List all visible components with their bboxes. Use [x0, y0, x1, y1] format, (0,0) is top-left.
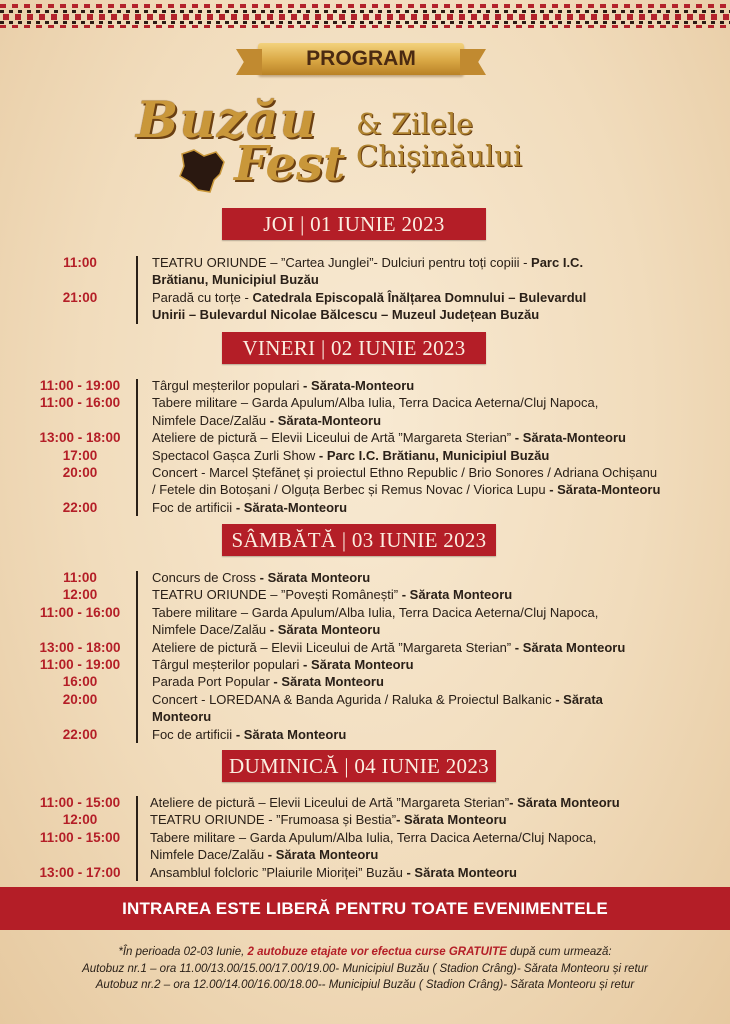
event-location: - Sărata Monteoru [303, 657, 414, 672]
event-description-line [152, 673, 384, 690]
event-description-line [150, 794, 620, 811]
buzau-county-map-icon [174, 146, 228, 196]
event-location: - Sărata Monteoru [267, 847, 379, 863]
event-description-line [152, 306, 539, 323]
event-time: 11:00 - 16:00 [39, 604, 121, 620]
event-time: 11:00 - 19:00 [39, 378, 121, 393]
event-time: 11:00 - 15:00 [39, 795, 121, 810]
event-location: - Sărata Monteoru [401, 587, 513, 603]
event-description-line [152, 656, 414, 673]
logo-zilele-line: & Zilele [356, 107, 474, 141]
event-time: 13:00 - 17:00 [39, 864, 121, 880]
event-description-line [152, 464, 657, 481]
folk-border-pattern [0, 0, 730, 30]
event-time: 12:00 [62, 587, 98, 603]
day-header [222, 332, 486, 364]
event-text: Concurs de Cross [152, 570, 260, 585]
event-location: - Parc I.C. Brătianu, Municipiul Buzău [318, 447, 550, 463]
event-description-line [152, 429, 626, 446]
event-text: Concert - LOREDANA & Banda Agurida / Raluka & Proiectul Balkanic [152, 691, 556, 707]
day-title: VINERI | 02 IUNIE 2023 [242, 336, 466, 360]
event-text: Ateliere de pictură – Elevii Liceului de Artă ”Margareta Sterian” [150, 795, 510, 810]
bus-notes [0, 944, 730, 994]
event-text: TEATRU ORIUNDE - ”Frumoasa și Bestia” [150, 812, 397, 828]
day-header [222, 524, 496, 556]
event-text: Spectacol Gașca Zurli Show [152, 447, 319, 463]
event-time: 16:00 [62, 674, 98, 690]
event-time: 20:00 [62, 465, 98, 480]
event-time: 11:00 - 16:00 [39, 395, 121, 411]
event-time: 13:00 - 18:00 [39, 639, 121, 655]
event-location: - Sărata-Monteoru [235, 499, 348, 515]
bus-1-note: Autobuz nr.1 – ora 11.00/13.00/15.00/17.00/19.00- Municipiul Buzău ( Stadion Crâng)- Sărata Monteoru și retur [82, 962, 648, 975]
event-location: - Sărata Monteoru [273, 674, 384, 690]
event-location: Catedrala Episcopală Înălțarea Domnului – Bulevardul [252, 289, 587, 305]
day-header [222, 208, 486, 240]
schedule-divider [136, 571, 138, 743]
event-description-line [152, 481, 660, 498]
event-location: - Sărata Monteoru [269, 622, 381, 638]
logo-buzau-text: Buzău [136, 90, 317, 149]
event-description-line [150, 864, 517, 881]
event-location: - Sărata [555, 691, 603, 707]
event-location: - Sărata Monteoru [509, 795, 620, 810]
event-description-line [150, 846, 378, 863]
event-text: Nimfele Dace/Zalău [152, 622, 270, 638]
bus-2-note: Autobuz nr.2 – ora 12.00/14.00/16.00/18.00-- Municipiul Buzău ( Stadion Crâng)- Sărata Monteoru și retur [95, 979, 635, 991]
event-text: Târgul meșterilor populari [152, 657, 304, 672]
event-text: Târgul meșterilor populari [152, 378, 304, 393]
logo-zilele-chisinaului [356, 108, 522, 172]
event-text: Nimfele Dace/Zalău [152, 412, 270, 428]
event-time: 11:00 - 15:00 [39, 829, 121, 845]
day-title: JOI | 01 IUNIE 2023 [263, 212, 445, 236]
event-location: - Sărata Monteoru [259, 570, 371, 585]
event-text: Paradă cu torțe - [152, 289, 253, 305]
note-prefix: *În perioada 02-03 Iunie, [118, 946, 248, 958]
event-description-line [150, 811, 507, 828]
day-title: DUMINICĂ | 04 IUNIE 2023 [229, 754, 489, 778]
event-location: - Sărata-Monteoru [269, 412, 382, 428]
event-description-line [152, 691, 603, 708]
event-description-line [152, 726, 346, 743]
event-location: Parc I.C. [531, 255, 584, 270]
event-text: Ateliere de pictură – Elevii Liceului de Artă ”Margareta Sterian” [152, 430, 515, 446]
event-location: - Sărata-Monteoru [549, 482, 661, 498]
schedule-divider [136, 256, 138, 324]
event-location: - Sărata Monteoru [406, 864, 517, 880]
event-description-line [152, 639, 625, 656]
event-text: Tabere militare – Garda Apulum/Alba Iulia, Terra Dacica Aeterna/Cluj Napoca, [152, 604, 599, 620]
event-description-line [152, 604, 598, 621]
event-text: Concert - Marcel Ștefăneț și proiectul Ethno Republic / Brio Sonores / Adriana Ochișanu [152, 465, 658, 480]
event-time: 21:00 [62, 289, 98, 305]
event-time: 11:00 [63, 255, 97, 270]
bus-note-intro [0, 944, 730, 961]
free-entry-text: INTRAREA ESTE LIBERĂ PENTRU TOATE EVENIMENTELE [122, 899, 608, 918]
schedule-divider [136, 379, 138, 516]
logo-chisinaului-line: Chișinăului [356, 139, 523, 173]
logo-fest-text: Fest [234, 136, 346, 192]
event-location: Unirii – Bulevardul Nicolae Bălcescu – Muzeul Județean Buzău [152, 307, 540, 323]
event-description-line [152, 447, 549, 464]
event-time: 13:00 - 18:00 [39, 430, 121, 446]
event-time: 22:00 [62, 726, 98, 742]
event-description-line [152, 254, 583, 271]
event-text: Nimfele Dace/Zalău [150, 847, 268, 863]
event-time: 20:00 [62, 691, 98, 707]
event-text: Foc de artificii [152, 726, 236, 742]
schedule-divider [136, 796, 138, 881]
day-header [222, 750, 496, 782]
ribbon-label: PROGRAM [306, 47, 416, 70]
event-text: / Fetele din Botoșani / Olguța Berbec și Remus Novac / Viorica Lupu [152, 482, 550, 498]
free-entry-banner [0, 887, 730, 930]
event-description-line [152, 569, 370, 586]
event-location: Monteoru [152, 709, 212, 725]
event-time: 12:00 [62, 812, 98, 828]
event-description-line [152, 621, 380, 638]
event-time: 11:00 - 19:00 [39, 657, 121, 672]
note-highlight: 2 autobuze etajate vor efectua curse GRATUITE [247, 946, 507, 958]
event-text: TEATRU ORIUNDE – ”Povești Românești” [152, 587, 402, 603]
event-description-line [152, 394, 598, 411]
day-title: SÂMBĂTĂ | 03 IUNIE 2023 [231, 528, 487, 552]
program-ribbon [258, 43, 464, 75]
event-description-line [152, 586, 512, 603]
event-description-line [152, 412, 381, 429]
event-description-line [152, 499, 347, 516]
event-time: 11:00 [63, 570, 97, 585]
event-text: Ateliere de pictură – Elevii Liceului de Artă ”Margareta Sterian” [152, 639, 515, 655]
event-location: - Sărata Monteoru [514, 639, 626, 655]
event-time: 17:00 [62, 447, 98, 463]
event-location: - Sărata-Monteoru [514, 430, 626, 446]
event-text: TEATRU ORIUNDE – ”Cartea Junglei”- Dulciuri pentru toți copiii - [152, 255, 532, 270]
event-time: 22:00 [62, 499, 98, 515]
event-text: Tabere militare – Garda Apulum/Alba Iulia, Terra Dacica Aeterna/Cluj Napoca, [152, 395, 599, 411]
event-text: Ansamblul folcloric ”Plaiurile Mioriței” Buzău [150, 864, 407, 880]
event-description-line [150, 829, 596, 846]
note-suffix: după cum urmează: [506, 946, 612, 958]
event-location: - Sărata Monteoru [396, 812, 507, 828]
event-description-line [152, 708, 211, 725]
event-text: Parada Port Popular [152, 674, 274, 690]
event-text: Foc de artificii [152, 499, 236, 515]
event-description-line [152, 377, 414, 394]
event-location: - Sărata-Monteoru [303, 378, 415, 393]
event-description-line [152, 289, 586, 306]
event-text: Tabere militare – Garda Apulum/Alba Iulia, Terra Dacica Aeterna/Cluj Napoca, [150, 829, 597, 845]
event-location: Brătianu, Municipiul Buzău [152, 272, 319, 288]
event-description-line [152, 271, 319, 288]
event-location: - Sărata Monteoru [235, 726, 347, 742]
